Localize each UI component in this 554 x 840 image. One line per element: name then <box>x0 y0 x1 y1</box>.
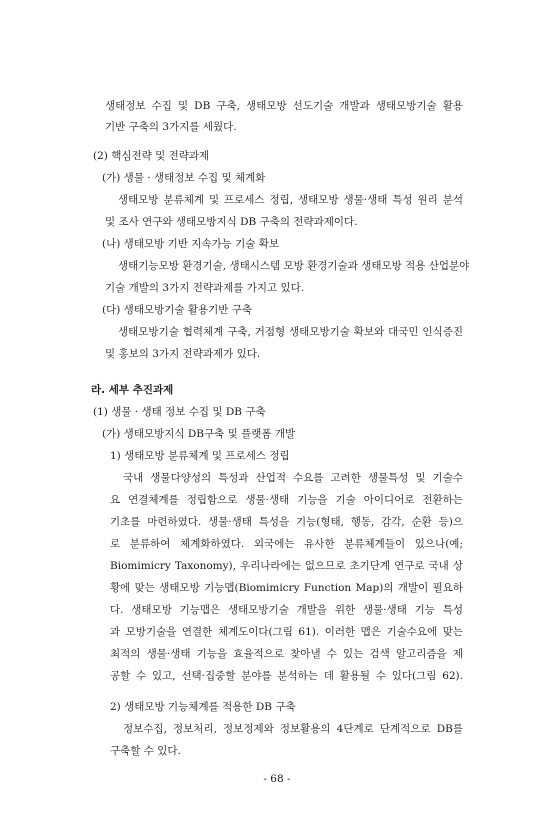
section-2-b-title: (나) 생태모방 기반 지속가능 기술 확보 <box>102 238 280 250</box>
section-2-c-body-2: 및 홍보의 3가지 전략과제가 있다. <box>105 348 261 360</box>
item-2-body-2: 구축할 수 있다. <box>110 745 181 757</box>
section-2-a-title: (가) 생물 · 생태정보 수집 및 체계화 <box>102 172 266 184</box>
section-ra-heading: 라. 세부 추진과제 <box>91 384 174 396</box>
section-2-c-title: (다) 생태모방기술 활용기반 구축 <box>102 304 253 316</box>
item-1-body-7: 다. 생태모방 기능맵은 생태모방기술 개발을 위한 생물·생태 기능 특성 <box>110 604 463 616</box>
item-1-body-6: 황에 맞는 생태모방 기능맵(Biomimicry Function Map)의 개발이 필요하 <box>110 582 463 594</box>
section-2-b-body-2: 기술 개발의 3가지 전략과제를 가지고 있다. <box>105 282 305 294</box>
page-number: - 68 - <box>263 773 291 785</box>
subsection-1-a-title: (가) 생태모방지식 DB구축 및 플랫폼 개발 <box>102 428 296 440</box>
item-2-title: 2) 생태모방 기능체계를 적용한 DB 구축 <box>110 701 296 713</box>
item-1-body-3: 기초를 마련하였다. 생물·생태 특성을 기능(형태, 행동, 감각, 순환 등)으 <box>110 516 463 528</box>
item-1-body-9: 최적의 생물·생태 기능을 효율적으로 찾아낼 수 있는 검색 알고리즘을 제 <box>110 648 463 660</box>
item-1-body-5: Biomimicry Taxonomy), 우리나라에는 없으므로 초기단계 연구로 국내 상 <box>110 560 463 572</box>
item-1-body-8: 과 모방기술을 연결한 체계도이다(그림 61). 이러한 맵은 기술수요에 맞는 <box>110 626 463 638</box>
subsection-1-heading: (1) 생물 · 생태 정보 수집 및 DB 구축 <box>93 406 266 418</box>
section-2-b-body-1: 생태기능모방 환경기술, 생태시스템 모방 환경기술과 생태모방 적용 산업분야 <box>118 260 470 272</box>
item-1-body-2: 요 연결체계를 정립함으로 생물·생태 기능을 기술 아이디어로 전환하는 <box>110 494 463 506</box>
section-2-a-body-2: 및 조사 연구와 생태모방지식 DB 구축의 전략과제이다. <box>105 216 358 228</box>
item-1-title: 1) 생태모방 분류체계 및 프로세스 정립 <box>110 450 290 462</box>
intro-line-1: 생태정보 수집 및 DB 구축, 생태모방 선도기술 개발과 생태모방기술 활용 <box>105 100 463 112</box>
intro-line-2: 기반 구축의 3가지를 세웠다. <box>105 121 237 133</box>
item-2-body-1: 정보수집, 정보처리, 정보정제와 정보활용의 4단계로 단계적으로 DB를 <box>123 723 463 735</box>
section-2-heading: (2) 핵심전략 및 전략과제 <box>93 150 210 162</box>
section-2-c-body-1: 생태모방기술 협력체계 구축, 거점형 생태모방기술 확보와 대국민 인식증진 <box>118 326 463 338</box>
item-1-body-10: 공할 수 있고, 선택·집중할 분야를 분석하는 데 활용될 수 있다(그림 62). <box>110 670 463 682</box>
section-2-a-body-1: 생태모방 분류체계 및 프로세스 정립, 생태모방 생물·생태 특성 원리 분석 <box>118 194 463 206</box>
item-1-body-1: 국내 생물다양성의 특성과 산업적 수요를 고려한 생물특성 및 기술수 <box>123 472 463 484</box>
item-1-body-4: 로 분류하여 체계화하였다. 외국에는 유사한 분류체계들이 있으나(예; <box>110 538 463 550</box>
